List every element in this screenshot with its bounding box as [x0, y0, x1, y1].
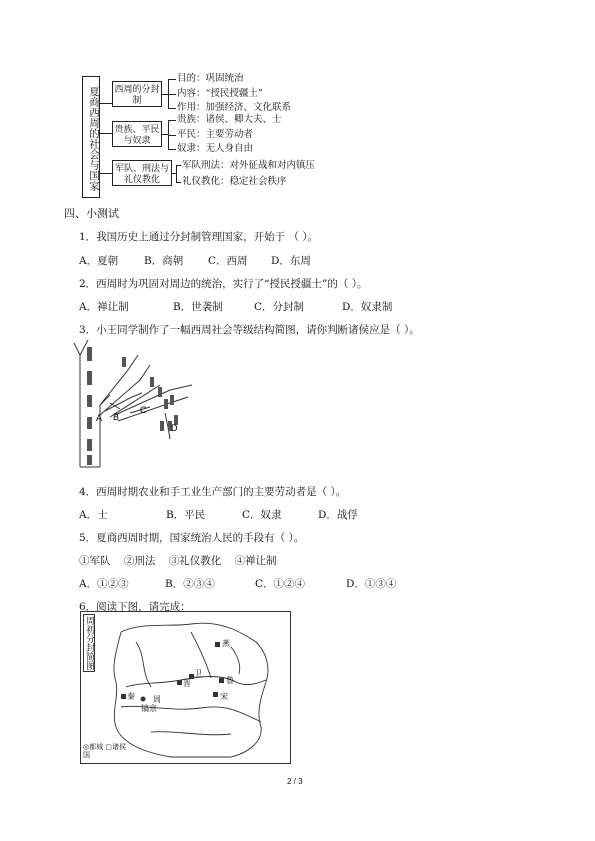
- q5-option-b: B．②③④: [165, 578, 215, 590]
- class-item: 平民：主要劳动者: [177, 129, 254, 140]
- map-place-song: 宋: [220, 692, 228, 701]
- social-hierarchy-tree: [70, 335, 200, 470]
- q4-option-b: B．平民: [166, 509, 206, 521]
- connector: [100, 103, 112, 104]
- class-item: 奴隶：无人身自由: [177, 143, 254, 154]
- map-place-jin: 晋: [183, 679, 191, 688]
- group-box-classes: 贵族、平民与奴隶: [112, 121, 162, 147]
- tree-label-c: C: [140, 405, 147, 415]
- q1-option-b: B．商朝: [144, 255, 184, 267]
- q2-option-d: D．奴隶制: [342, 301, 393, 313]
- army-item: 礼仪教化：稳定社会秩序: [182, 176, 287, 187]
- army-item: 军队刑法：对外征战和对内镇压: [182, 160, 316, 171]
- map-place-zhou: 周: [153, 695, 161, 704]
- q4-option-a: A．士: [79, 509, 108, 521]
- feudal-map: [80, 611, 291, 764]
- q5-option-a: A．①②③: [79, 578, 129, 590]
- q2-option-b: B．世袭制: [173, 301, 223, 313]
- q4-option-c: C．奴隶: [242, 509, 282, 521]
- connector: [100, 133, 112, 134]
- tree-label-a: A: [96, 413, 103, 423]
- tree-label-d: D: [171, 423, 178, 433]
- map-place-yan: 燕: [222, 639, 230, 648]
- question-1-stem: 1．我国历史上通过分封制管理国家，开始于 （ ）。: [79, 231, 319, 243]
- feudal-item: 目的：巩固统治: [177, 73, 244, 84]
- question-5-stem: 5．夏商西周时期，国家统治人民的手段有（ ）。: [79, 532, 305, 544]
- q2-option-a: A．禅让制: [79, 301, 129, 313]
- q1-option-d: D．东周: [271, 255, 311, 267]
- q5-option-d: D．①③④: [346, 578, 397, 590]
- question-4-stem: 4．西周时期农业和手工业生产部门的主要劳动者是（ ）。: [79, 486, 347, 498]
- group-box-feudal: 西周的分封制: [112, 81, 162, 107]
- diagram-root: 夏商西周的社会与国家: [82, 76, 100, 198]
- map-place-lu: 鲁: [226, 676, 234, 685]
- page-number: 2 / 3: [287, 777, 303, 786]
- q1-option-a: A．夏朝: [79, 255, 119, 267]
- q5-choices: ①军队 ②刑法 ③礼仪教化 ④禅让制: [79, 555, 277, 567]
- map-legend: ◎都城 ▢诸侯国: [83, 743, 126, 759]
- feudal-item: 作用：加强经济、文化联系: [177, 102, 292, 113]
- map-title: 周初分封简图: [84, 616, 94, 670]
- q4-option-d: D．战俘: [318, 509, 358, 521]
- feudal-item: 内容：“授民授疆土”: [177, 88, 263, 99]
- connector: [100, 173, 112, 174]
- q5-option-c: C．①②④: [255, 578, 306, 590]
- q2-option-c: C．分封制: [254, 301, 305, 313]
- map-place-qin: 秦: [127, 692, 135, 701]
- question-3-stem: 3．小王同学制作了一幅西周社会等级结构简图，请你判断诸侯应是（ ）。: [79, 324, 420, 336]
- map-place-haojing: 镐京: [141, 704, 157, 713]
- question-6-stem: 6．阅读下图，请完成：: [79, 601, 191, 613]
- section-title: 四、小测试: [64, 207, 119, 220]
- question-2-stem: 2．西周时为巩固对周边的统治，实行了“授民授疆土”的（ ）。: [79, 278, 368, 290]
- map-place-wei: 卫: [194, 669, 202, 678]
- class-item: 贵族：诸侯、卿大夫、士: [177, 114, 282, 125]
- tree-label-b: B: [113, 412, 120, 422]
- group-box-army: 军队、刑法与礼仪教化: [112, 160, 172, 186]
- q1-option-c: C．西周: [208, 255, 248, 267]
